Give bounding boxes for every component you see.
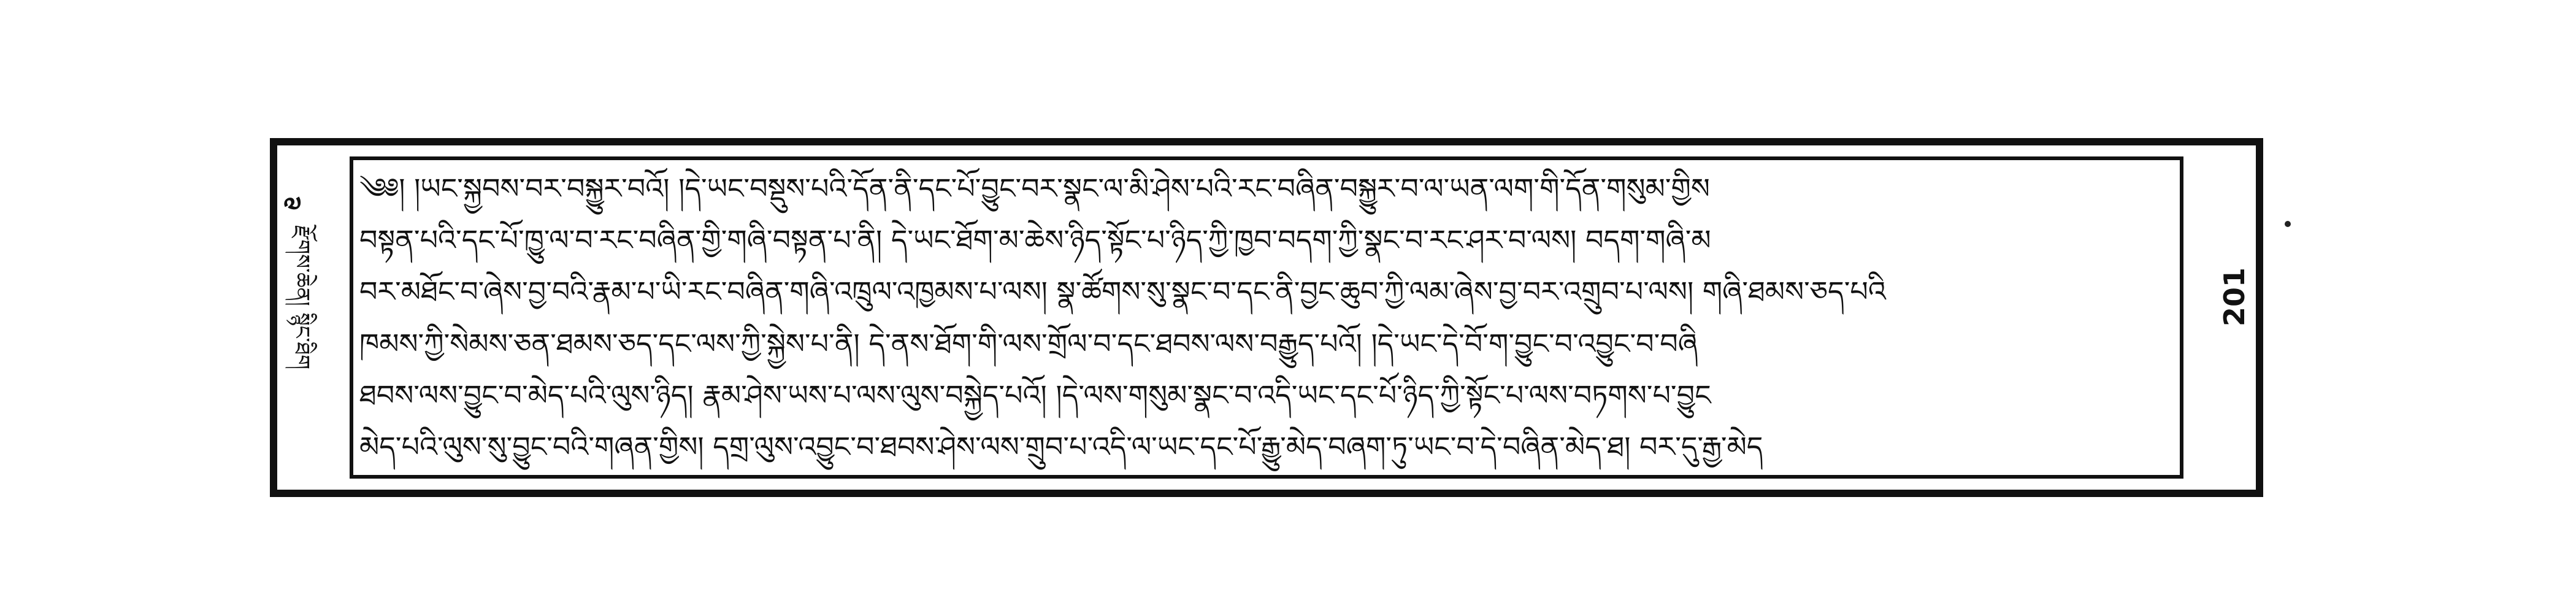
page-frame <box>270 138 2263 497</box>
margin-title: རྫོགས་ཆེན། སྙིང་ཐིག <box>289 225 314 369</box>
right-margin <box>2183 145 2256 490</box>
text-line: མེད་པའི་ལུས་སུ་བྱུང་བའི་གཞན་གྱིས། དགྲ་ལུས་འབྱུང་བ་ཐབས་ཤེས་ལས་གྲུབ་པ་འདི་ལ་ཡང་དང་པོ་རྒྱུ་མེད་བཞག་ཏུ་ཡང་བ་དེ་བཞིན་མེད་ཐ། བར་དུ་རྒྱ་མེད <box>359 430 1763 463</box>
left-margin <box>277 145 350 490</box>
leaf-number: ༧ <box>283 190 302 223</box>
ink-dot <box>2285 221 2291 227</box>
text-panel <box>350 156 2183 479</box>
text-line: ༄༅། །ཡང་སྐྱབས་བར་བསྐྱུར་བའོ། །དེ་ཡང་བསྡུས་པའི་དོན་ནི་དང་པོ་བྱུང་བར་སྣང་ལ་མི་ཤེས་པའི་རང་བཞིན་བསྐྱུར་བ་ལ་ཡན་ལག་གི་དོན་གསུམ་གྱིས <box>359 172 1710 205</box>
text-line: ཐབས་ལས་བྱུང་བ་མེད་པའི་ལུས་ཉིད། རྣམ་ཤེས་ཡས་པ་ལས་ལུས་བསྐྱེད་པའོ། །དེ་ལས་གསུམ་སྣང་བ་འདི་ཡང་དང་པོ་ཉིད་ཀྱི་སྟོང་པ་ལས་བཏགས་པ་བྱུང <box>359 378 1711 412</box>
text-line: བསྟན་པའི་དང་པོ་ཁྱུ་ལ་བ་རང་བཞིན་གྱི་གཞི་བསྟན་པ་ནི། དེ་ཡང་ཐོག་མ་ཆེས་ཉིད་སྟོང་པ་ཉིད་ཀྱི་ཁྱབ་བདག་ཀྱི་སྣང་བ་རང་ཤར་བ་ལས། བདག་གཞི་མ <box>359 223 1711 257</box>
text-line: བར་མཐོང་བ་ཞེས་བྱ་བའི་རྣམ་པ་ཡི་རང་བཞིན་གཞི་འཁྲུལ་འཁྱམས་པ་ལས། སྣ་ཚོགས་སུ་སྣང་བ་དང་ནི་བྱང་ཆུབ་ཀྱི་ལམ་ཞེས་བྱ་བར་འགྲུབ་པ་ལས། གཞི་ཐམས་ཅད་པའི <box>359 275 1886 309</box>
text-block <box>359 166 2174 469</box>
text-line: ཁམས་ཀྱི་སེམས་ཅན་ཐམས་ཅད་དང་ལས་ཀྱི་སྐྱེས་པ་ནི། དེ་ནས་ཐོག་གི་ལས་གྲོལ་བ་དང་ཐབས་ལས་བརྒྱུད་པའོ། །དེ་ཡང་དེ་བོ་ག་བྱུང་བ་འབྱུང་བ་བཞི <box>359 326 1698 360</box>
page-number: 201 <box>2218 267 2252 327</box>
